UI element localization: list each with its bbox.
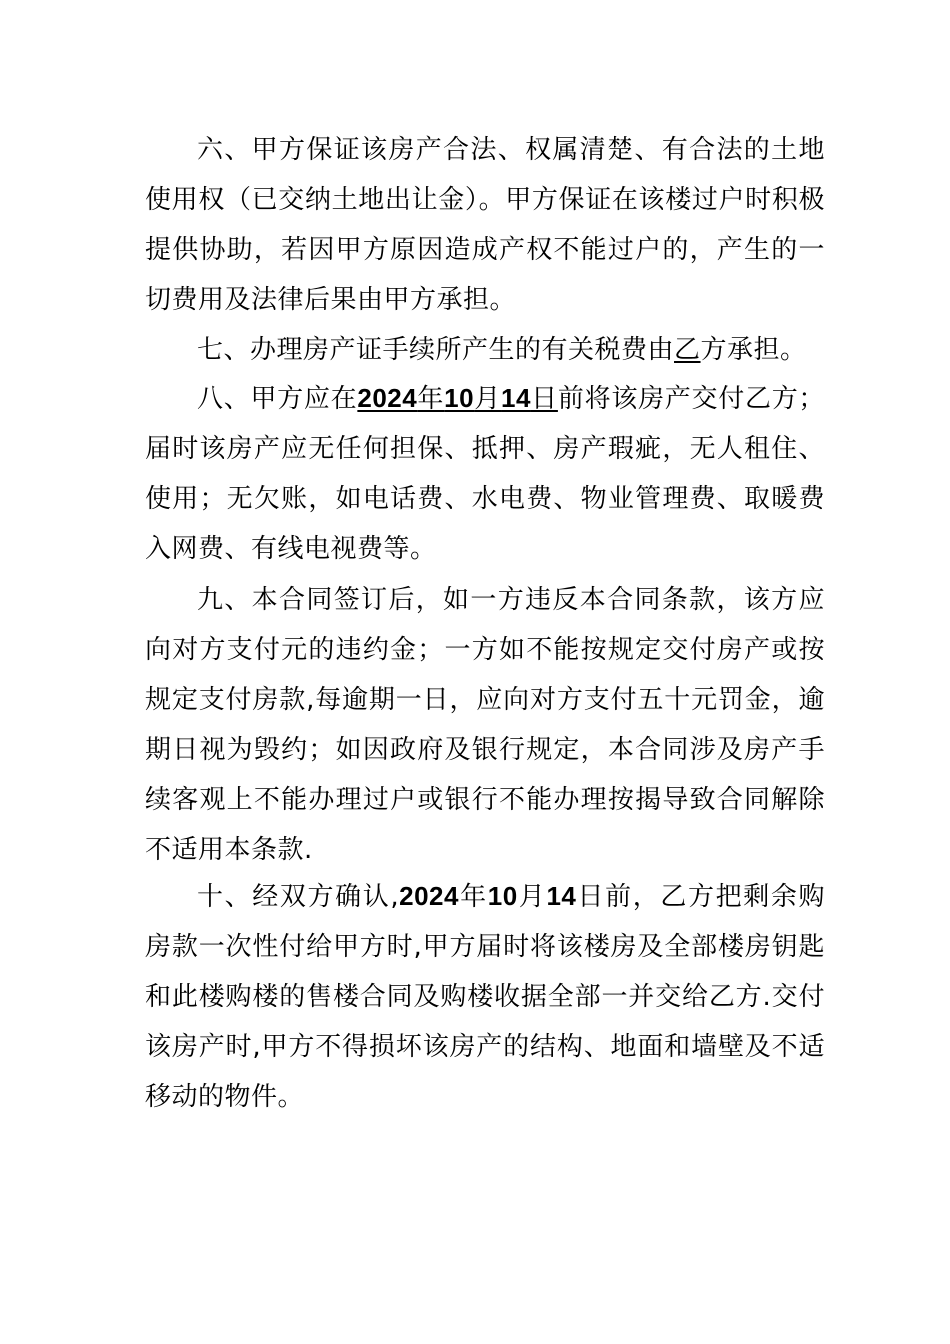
clause-10-month: 10 <box>487 881 518 911</box>
clause-6 <box>145 125 825 325</box>
clause-6-text: 六、甲方保证该房产合法、权属清楚、有合法的土地使用权（已交纳土地出让金）。甲方保证在该楼过户时积极提供协助，若因甲方原因造成产权不能过户的，产生的一切费用及法律后果由甲方承担。 <box>145 135 825 315</box>
clause-8-year: 2024 <box>357 383 418 413</box>
clause-10-day: 14 <box>546 881 577 911</box>
clause-7-party: 乙 <box>674 335 701 365</box>
clause-9 <box>145 575 825 875</box>
clause-8-month: 10 <box>444 383 475 413</box>
clause-8-month-unit: 月 <box>474 384 502 414</box>
clause-10-before: 十、经双方确认, <box>197 882 400 912</box>
clause-8-year-unit: 年 <box>417 384 445 414</box>
clause-8 <box>145 373 825 574</box>
clause-7-after: 方承担。 <box>700 335 807 365</box>
clause-10 <box>145 871 825 1122</box>
clause-9-text: 九、本合同签订后，如一方违反本合同条款，该方应向对方支付元的违约金；一方如不能按规定交付房产或按规定支付房款,每逾期一日，应向对方支付五十元罚金，逾期日视为毁约；如因政府及银行规定，本合同涉及房产手续客观上不能办理过户或银行不能办理按揭导致合同解除不适用本条款. <box>145 585 825 865</box>
clause-7-before: 七、办理房产证手续所产生的有关税费由 <box>197 335 675 365</box>
clause-7 <box>145 325 825 375</box>
clause-8-day-unit: 日 <box>530 384 558 414</box>
clause-8-before: 八、甲方应在 <box>197 384 358 414</box>
clause-8-after: 前将该房产交付乙方；届时该房产应无任何担保、抵押、房产瑕疵，无人租住、使用；无欠账，如电话费、水电费、物业管理费、取暖费入网费、有线电视费等。 <box>145 384 825 564</box>
clause-10-month-unit: 月 <box>517 882 547 912</box>
clause-8-day: 14 <box>501 383 531 413</box>
clause-10-after: 日前，乙方把剩余购房款一次性付给甲方时,甲方届时将该楼房及全部楼房钥匙和此楼购楼的售楼合同及购楼收据全部一并交给乙方.交付该房产时,甲方不得损坏该房产的结构、地面和墙壁及不适移动的物件。 <box>145 882 825 1112</box>
clause-10-year-unit: 年 <box>458 882 488 912</box>
clause-10-year: 2024 <box>399 881 459 911</box>
clause-8-date <box>357 384 558 414</box>
